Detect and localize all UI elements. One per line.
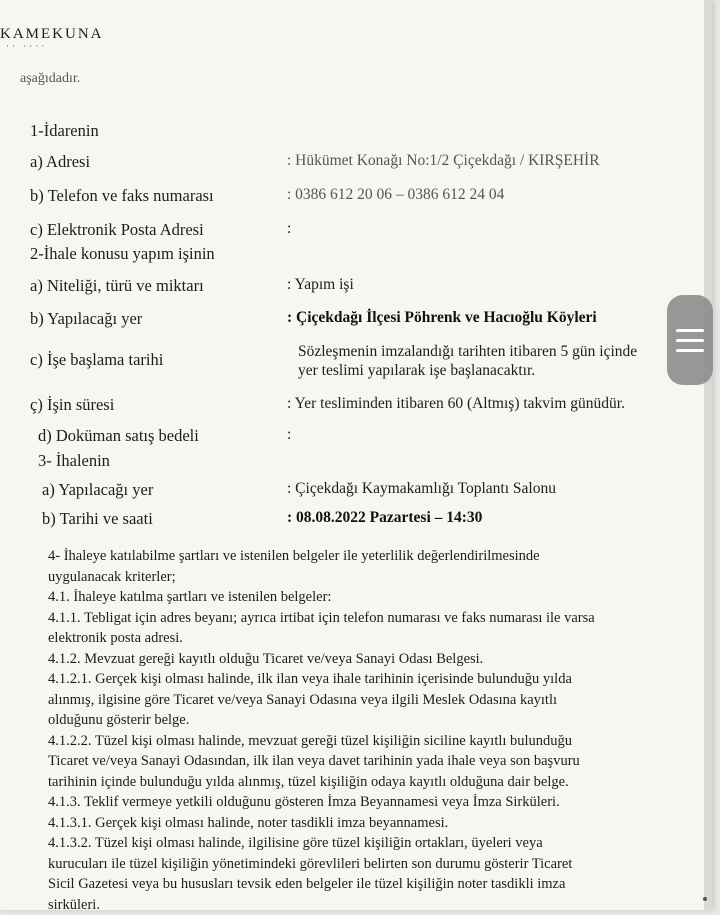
field-label: b) Yapılacağı yer xyxy=(30,309,142,329)
field-label: d) Doküman satış bedeli xyxy=(38,426,199,446)
field-label: c) Elektronik Posta Adresi xyxy=(30,220,204,240)
field-value: : xyxy=(287,220,291,238)
section-1-row-email xyxy=(0,220,712,242)
section-2-row-doc-fee xyxy=(0,426,712,448)
paragraph-line: 4.1. İhaleye katılma şartları ve istenilen belgeler: xyxy=(48,587,708,608)
handle-bar xyxy=(676,349,704,352)
field-label: c) İşe başlama tarihi xyxy=(30,350,163,370)
field-label: b) Telefon ve faks numarası xyxy=(30,186,214,206)
section-3-title-row xyxy=(0,451,712,473)
paragraph-line: alınmış, ilgisine göre Ticaret ve/veya Sanayi Odasına veya ilgili Meslek Odasına kayıtlı xyxy=(48,690,708,711)
field-value: : 0386 612 20 06 – 0386 612 24 04 xyxy=(287,186,504,204)
field-value: : Çiçekdağı İlçesi Pöhrenk ve Hacıoğlu Köyleri xyxy=(287,309,597,327)
section-1-row-address xyxy=(0,152,712,174)
header-line-2: ·· ···· xyxy=(6,41,47,51)
section-3-row-place xyxy=(0,480,712,502)
field-value: : 08.08.2022 Pazartesi – 14:30 xyxy=(287,509,482,527)
page-mark xyxy=(703,897,707,901)
paragraph-line: 4.1.3.2. Tüzel kişi olması halinde, ilgilisine göre tüzel kişiliğin ortakları, üyeleri veya xyxy=(48,833,708,854)
paragraph-line: kurucuları ile tüzel kişiliğin yönetimindeki görevlileri belirten son durumu gösterir Ticaret xyxy=(48,854,708,875)
section-2-title: 2-İhale konusu yapım işinin xyxy=(30,244,215,264)
field-value: : Çiçekdağı Kaymakamlığı Toplantı Salonu xyxy=(287,480,556,498)
drag-handle-icon[interactable] xyxy=(667,295,713,385)
intro-text: aşağıdadır. xyxy=(20,71,80,87)
field-label: a) Adresi xyxy=(30,152,90,172)
paragraph-line: sirküleri. xyxy=(48,895,708,915)
section-1-title-row xyxy=(0,121,712,143)
header-line-1: KAMEKUNA xyxy=(0,26,104,43)
field-label: ç) İşin süresi xyxy=(30,395,114,415)
paragraph-line: 4- İhaleye katılabilme şartları ve istenilen belgeler ile yeterlilik değerlendirilmesinde xyxy=(48,546,708,567)
paragraph-line: 4.1.3. Teklif vermeye yetkili olduğunu gösteren İmza Beyannamesi veya İmza Sirküleri. xyxy=(48,792,708,813)
section-3-row-datetime xyxy=(0,509,712,531)
field-value: : xyxy=(287,426,291,444)
field-value-multiline xyxy=(298,342,637,380)
field-value: : Yapım işi xyxy=(287,276,354,294)
section-2-row-duration xyxy=(0,395,712,417)
field-label: a) Niteliği, türü ve miktarı xyxy=(30,276,204,296)
paragraph-line: 4.1.2.1. Gerçek kişi olması halinde, ilk ilan veya ihale tarihinin içerisinde bulunduğu yılda xyxy=(48,669,708,690)
section-2-row-location xyxy=(0,309,712,331)
paragraph-line: Sicil Gazetesi veya bu hususları tevsik eden belgeler ile tüzel kişiliğin noter tasdikli imza xyxy=(48,874,708,895)
field-value: : Hükümet Konağı No:1/2 Çiçekdağı / KIRŞEHİR xyxy=(287,152,600,170)
field-label: a) Yapılacağı yer xyxy=(42,480,153,500)
section-4-body xyxy=(48,546,708,915)
handle-bar xyxy=(676,329,704,332)
paragraph-line: olduğunu gösterir belge. xyxy=(48,710,708,731)
section-2-row-nature xyxy=(0,276,712,298)
paragraph-line: 4.1.2.2. Tüzel kişi olması halinde, mevzuat gereği tüzel kişiliğin siciline kayıtlı bulunduğu xyxy=(48,731,708,752)
section-2-title-row xyxy=(0,244,712,266)
section-1-title: 1-İdarenin xyxy=(30,121,99,141)
section-3-title: 3- İhalenin xyxy=(38,451,110,471)
paragraph-line: uygulanacak kriterler; xyxy=(48,567,708,588)
paragraph-line: Ticaret ve/veya Sanayi Odasından, ilk ilan veya davet tarihinin yada ihale veya son başvuru xyxy=(48,751,708,772)
paragraph-line: 4.1.3.1. Gerçek kişi olması halinde, noter tasdikli imza beyannamesi. xyxy=(48,813,708,834)
paragraph-line: 4.1.2. Mevzuat gereği kayıtlı olduğu Ticaret ve/veya Sanayi Odası Belgesi. xyxy=(48,649,708,670)
paragraph-line: 4.1.1. Tebligat için adres beyanı; ayrıca irtibat için telefon numarası ve faks numarası ile varsa xyxy=(48,608,708,629)
paragraph-line: elektronik posta adresi. xyxy=(48,628,708,649)
field-value: : Yer tesliminden itibaren 60 (Altmış) takvim günüdür. xyxy=(287,395,625,413)
handle-bar xyxy=(676,339,704,342)
section-1-row-phone xyxy=(0,186,712,208)
field-value-line-2: yer teslimi yapılarak işe başlanacaktır. xyxy=(298,361,637,380)
field-value-line-1: Sözleşmenin imzalandığı tarihten itibaren 5 gün içinde xyxy=(298,342,637,361)
field-label: b) Tarihi ve saati xyxy=(42,509,153,529)
paragraph-line: tarihinin içinde bulunduğu yılda alınmış, tüzel kişiliğin odaya kayıtlı olduğuna dair belge. xyxy=(48,772,708,793)
